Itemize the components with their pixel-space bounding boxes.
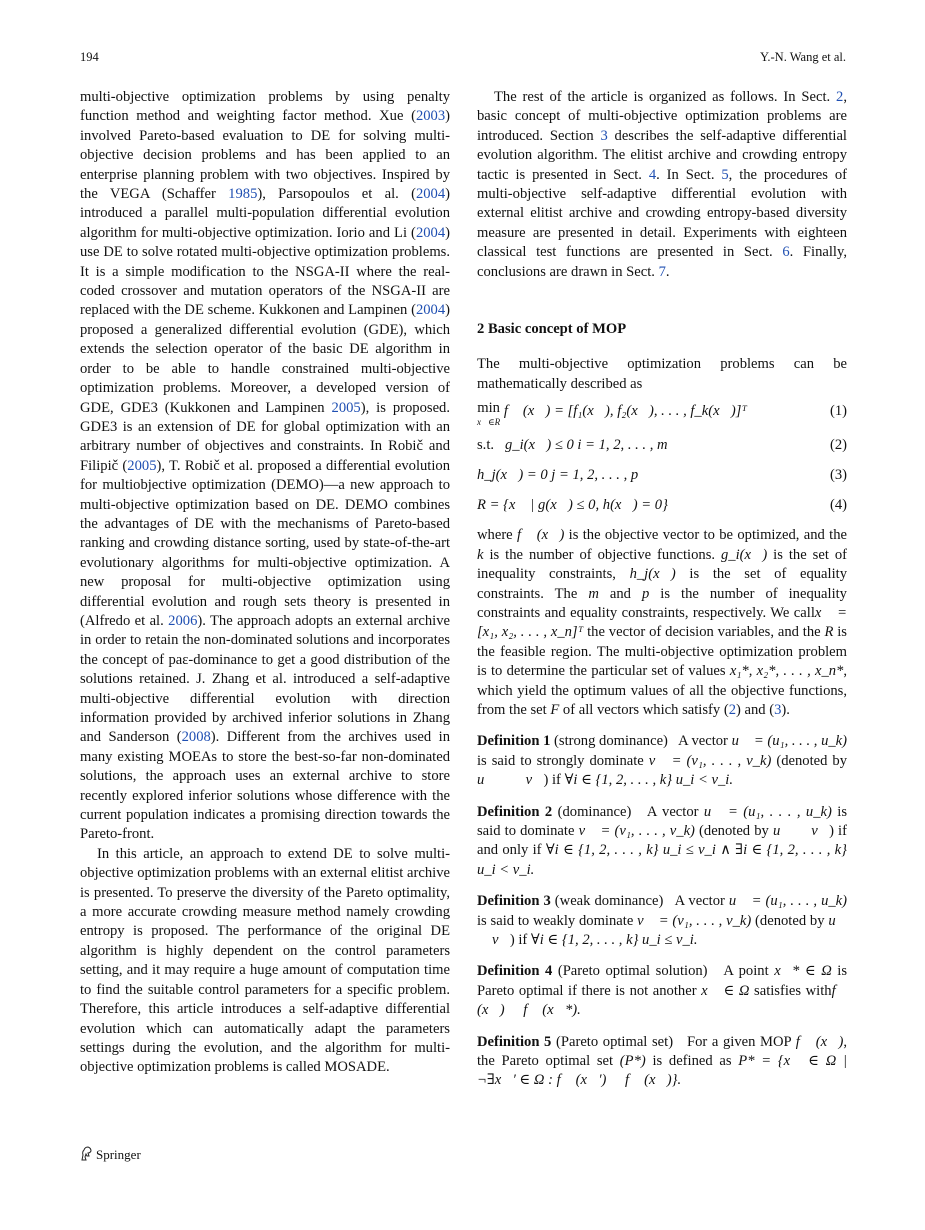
page-footer xyxy=(80,1146,141,1163)
left-paragraph-1: multi-objective optimization problems by using penalty function method and weighting factor method. Xue (2003) involved Pareto-based evaluation to DE for solving multi-objective decision problems and has been applied to an enterprise planning problem with two objectives. Inspired by the VEGA (Schaffer 1985), Parsopoulos et al. (2004) introduced a parallel multi-population differential evolution algorithm for multi-objective optimization. Iorio and Li (2004) use DE to solve rotated multi-objective optimization problems. It is a simple modification to the NSGA-II where the real-coded crossover and mutation operators of the NSGA-II are replaced with the DE scheme. Kukkonen and Lampinen (2004) proposed a generalized differential evolution (GDE), which extends the selection operator of the basic DE algorithm in order to be able to handle constrained multi-objective optimization problems. Moreover, a developed version of GDE, GDE3 (Kukkonen and Lampinen 2005), is proposed. GDE3 is an extension of DE for global optimization with an arbitrary number of objectives and constraints. In Robič and Filipič (2005), T. Robič et al. proposed a differential evolution for multiobjective optimization (DEMO)—a new approach to multi-objective optimization based on DE. DEMO combines the advantages of DE with the mechanisms of Pareto-based ranking and crowding distance sorting, used by state-of-the-art evolutionary algorithms for multi-objective optimization. A new proposal for multi-objective optimization using differential evolution and rough sets theory is presented in (Alfredo et al. 2006). The approach adopts an external archive in order to retain the non-dominated solutions and incorporates the concept of paε-dominance to get a good distribution of the solutions retained. J. Zhang et al. introduced a self-adaptive multi-objective differential evolution with direction information provided by archived inferior solutions in Zhang and Sanderson (2008). Different from the archives used in many existing MOEAs to store the best-so-far non-dominated solutions, the approach uses an external archive to store recently explored inferior solutions whose difference with the current population indicates a promising direction towards the Pareto-front. xyxy=(80,89,450,843)
eq1-body: f⃗ (x⃗) = [f₁(x⃗), f₂(x⃗), . . . , f_k(x⃗)]ᵀ xyxy=(503,403,748,420)
springer-horse-icon xyxy=(80,1146,93,1161)
citation-link[interactable]: 2004 xyxy=(415,186,446,203)
eq4-body: R = {x⃗ | g(x⃗) ≤ 0, h(x⃗) = 0} xyxy=(477,497,668,514)
eq2-body: g_i(x⃗) ≤ 0 i = 1, 2, . . . , m xyxy=(504,437,668,454)
running-header xyxy=(80,50,846,70)
equation-number: (3) xyxy=(829,467,847,484)
equation-link[interactable]: 2 xyxy=(728,701,736,718)
citation-link[interactable]: 2004 xyxy=(415,302,446,319)
equation-number: (1) xyxy=(829,403,847,420)
citation-link[interactable]: 2004 xyxy=(415,224,446,241)
right-paragraph-1: The rest of the article is organized as follows. In Sect. 2, basic concept of multi-objective optimization problems are introduced. Section 3 describes the self-adaptive differential evolution algorithm. The elitist archive and crowding entropy tactic is presented in Sect. 4. In Sect. 5, the procedures of multi-objective self-adaptive differential evolution with external elitist archive and crowding entropy-based diversity measure are presented in detail. Experiments with eighteen classical test functions are presented in Sect. 6. Finally, conclusions are drawn in Sect. 7. xyxy=(477,89,847,280)
equation-3 xyxy=(477,466,847,488)
section-link[interactable]: 6 xyxy=(782,244,790,261)
mop-explanation: where f⃗ (x⃗) is the objective vector to be optimized, and the k is the number of objective functions. g_i(x⃗) is the set of inequality constraints, h_j(x⃗) is the set of equality constraints. The m and p is the number of inequality constraints and equality constraints, respectively. We callx⃗ = [x₁, x₂, . . . , x_n]ᵀ the vector of decision variables, and the R is the feasible region. The multi-objective optimization problem is to determine the particular set of values x₁*, x₂*, . . . , x_n*, which yield the optimum values of all the objective functions, from the set F of all vectors which satisfy (2) and (3). xyxy=(477,527,848,718)
definition-1: Definition 1 (strong dominance) A vector u⃗ = (u₁, . . . , u_k) is said to strongly dominate v⃗ = (v₁, . . . , v_k) (denoted by u⃗ ≺≺ v⃗) if ∀i ∈ {1, 2, . . . , k} u_i < v_i. xyxy=(477,733,848,789)
section-link[interactable]: 5 xyxy=(721,166,729,183)
mop-intro: The multi-objective optimization problems can be mathematically described as xyxy=(477,356,847,392)
citation-link[interactable]: 2005 xyxy=(127,457,157,474)
equation-number: (2) xyxy=(829,437,847,454)
section-heading: 2 Basic concept of MOP xyxy=(477,321,627,338)
page-number: 194 xyxy=(80,50,99,64)
citation-link[interactable]: 1985 xyxy=(228,186,258,203)
equation-2 xyxy=(477,436,847,458)
running-authors: Y.-N. Wang et al. xyxy=(759,50,846,64)
eq3-body: h_j(x⃗) = 0 j = 1, 2, . . . , p xyxy=(477,467,639,484)
eq2-st: s.t. xyxy=(477,437,495,454)
citation-link[interactable]: 2006 xyxy=(168,612,198,629)
section-link[interactable]: 4 xyxy=(648,166,657,183)
definition-3: Definition 3 (weak dominance) A vector u⃗ = (u₁, . . . , u_k) is said to weakly dominate v⃗ = (v₁, . . . , v_k) (denoted by u⃗ ≼ v⃗) if ∀i ∈ {1, 2, . . . , k} u_i ≤ v_i. xyxy=(477,893,848,948)
equation-number: (4) xyxy=(829,497,847,514)
equation-link[interactable]: 3 xyxy=(774,701,782,718)
definition-5: Definition 5 (Pareto optimal set) For a given MOP f⃗ (x⃗), the Pareto optimal set (P*) is defined as P* = {x⃗ ∈ Ω | ¬∃x⃗′ ∈ Ω : f⃗ (x⃗′) ≺ f⃗ (x⃗)}. xyxy=(477,1033,847,1089)
left-column xyxy=(80,88,450,1078)
section-link[interactable]: 3 xyxy=(600,127,608,144)
eq1-subscript: x⃗∈R xyxy=(477,417,501,428)
citation-link[interactable]: 2008 xyxy=(181,729,211,746)
definition-4: Definition 4 (Pareto optimal solution) A point x⃗* ∈ Ω is Pareto optimal if there is not another x⃗ ∈ Ω satisfies withf⃗ (x⃗) ≺ f⃗ (x⃗*). xyxy=(477,963,848,1019)
section-link[interactable]: 2 xyxy=(836,89,844,105)
publisher-name: Springer xyxy=(96,1147,141,1162)
left-paragraph-2: In this article, an approach to extend DE to solve multi-objective optimization problems with an external elitist archive is presented. To preserve the diversity of the Pareto optimality, a more accurate crowding measure method namely crowding entropy is proposed. The performance of the original DE algorithm is highly dependent on the control parameters setting, and it may require a huge amount of computation time to find the suitable control parameters for a specific problem. Therefore, this article introduces a self-adaptive differential evolution which can automatically adapt the parameters settings during the evolution, and the algorithm for multi-objective optimization problems is called MOSADE. xyxy=(80,845,450,1076)
section-link[interactable]: 7 xyxy=(658,263,666,280)
definition-2: Definition 2 (dominance) A vector u⃗ = (u₁, . . . , u_k) is said to dominate v⃗ = (v₁, . . . , v_k) (denoted by u⃗ ≺ v⃗) if and only if ∀i ∈ {1, 2, . . . , k} u_i ≤ v_i ∧ ∃i ∈ {1, 2, . . . , k} u_i < v_i. xyxy=(477,803,848,878)
equation-1 xyxy=(477,402,847,428)
citation-link[interactable]: 2005 xyxy=(331,399,361,416)
eq1-min: min xyxy=(477,400,500,417)
right-column xyxy=(477,88,847,1091)
citation-link[interactable]: 2003 xyxy=(415,108,446,125)
equation-4 xyxy=(477,496,847,518)
